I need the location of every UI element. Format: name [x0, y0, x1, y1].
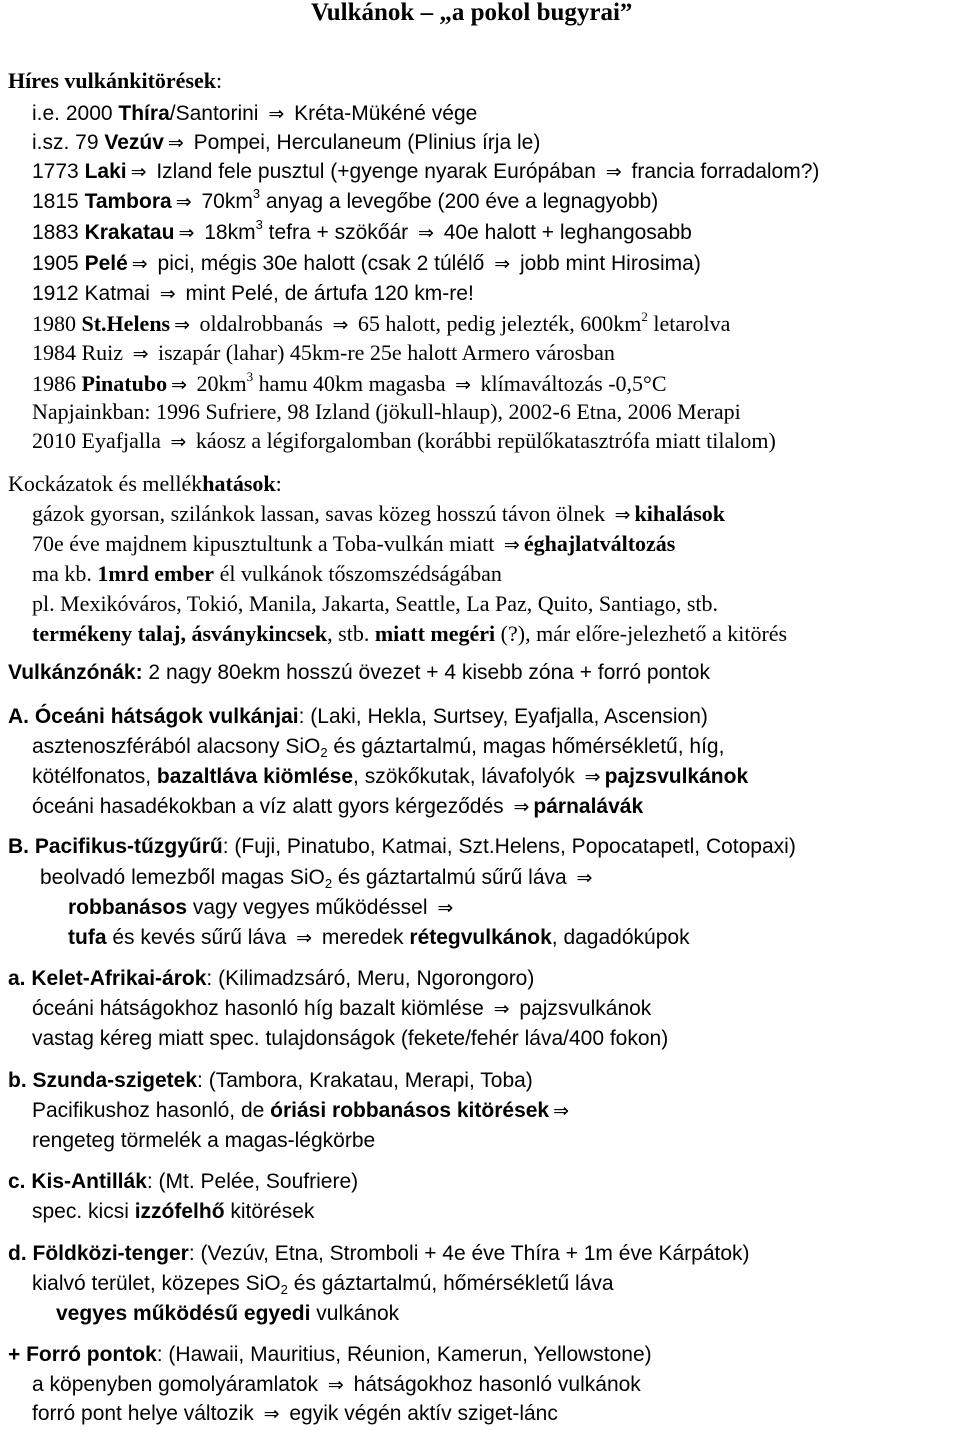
risks-line-5: termékeny talaj, ásványkincsek, stb. miatt megéri (?), már előre-jelezhető a kitörés [32, 621, 788, 646]
zone-b-line-1: beolvadó lemezből magas SiO$_2$ és gáztartalmú sűrű láva ⇒ [40, 866, 593, 891]
risks-line-2: 70e éve majdnem kipusztultunk a Toba-vulkán miatt ⇒ éghajlatváltozás [32, 531, 676, 556]
risks-heading: Kockázatok és mellékhatások: [8, 471, 282, 496]
implies-arrow-icon: ⇒ [167, 132, 184, 154]
implies-arrow-icon: ⇒ [263, 1403, 280, 1425]
eruption-line-recent: Napjainkban: 1996 Sufriere, 98 Izland (jökull-hlaup), 2002-6 Etna, 2006 Merapi [32, 399, 741, 424]
zone-d-heading: d. Földközi-tenger: (Vezúv, Etna, Stromboli + 4e éve Thíra + 1m éve Kárpátok) [8, 1242, 750, 1265]
implies-arrow-icon: ⇒ [268, 103, 285, 125]
zone-b-small-line-1: Pacifikushoz hasonló, de óriási robbanásos kitörések ⇒ [32, 1099, 570, 1122]
implies-arrow-icon: ⇒ [131, 253, 148, 275]
zone-a-small-line-1: óceáni hátságokhoz hasonló híg bazalt kiömlése ⇒ pajzsvulkánok [32, 997, 652, 1020]
zone-d-line-1: kialvó terület, közepes SiO$_2$ és gáztartalmú, hőmérsékletű láva [32, 1272, 614, 1297]
implies-arrow-icon: ⇒ [576, 867, 593, 889]
implies-arrow-icon: ⇒ [171, 374, 188, 396]
zone-a-line-3: óceáni hasadékokban a víz alatt gyors kérgeződés ⇒ párnalávák [32, 795, 644, 818]
implies-arrow-icon: ⇒ [513, 796, 530, 818]
implies-arrow-icon: ⇒ [614, 504, 631, 526]
zone-a-line-2: kötélfonatos, bazaltláva kiömlése, szökőkutak, lávafolyók ⇒ pajzsvulkánok [32, 765, 749, 788]
page-title: Vulkánok – „a pokol bugyrai” [311, 0, 633, 26]
implies-arrow-icon: ⇒ [130, 161, 147, 183]
implies-arrow-icon: ⇒ [159, 283, 176, 305]
implies-arrow-icon: ⇒ [493, 998, 510, 1020]
famous-heading: Híres vulkánkitörések: [8, 68, 223, 93]
implies-arrow-icon: ⇒ [455, 374, 472, 396]
zone-c-heading: c. Kis-Antillák: (Mt. Pelée, Soufriere) [8, 1170, 359, 1193]
implies-arrow-icon: ⇒ [175, 191, 192, 213]
implies-arrow-icon: ⇒ [584, 766, 601, 788]
implies-arrow-icon: ⇒ [503, 534, 520, 556]
eruption-line-thira: i.e. 2000 Thíra/Santorini ⇒ Kréta-Mükéné vége [32, 102, 478, 125]
hotspots-line-2: forró pont helye változik ⇒ egyik végén aktív sziget-lánc [32, 1402, 558, 1425]
zone-a-small-heading: a. Kelet-Afrikai-árok: (Kilimadzsáró, Meru, Ngorongoro) [8, 967, 535, 990]
implies-arrow-icon: ⇒ [296, 927, 313, 949]
risks-line-3: ma kb. 1mrd ember él vulkánok tőszomszédságában [32, 561, 502, 586]
zone-b-line-2: robbanásos vagy vegyes működéssel ⇒ [68, 896, 454, 919]
eruption-line-krakatau: 1883 Krakatau ⇒ $18km^3$ tefra + szökőár ⇒ 40e halott + leghangosabb [32, 217, 692, 244]
implies-arrow-icon: ⇒ [174, 314, 191, 336]
eruption-line-sthelens: 1980 St.Helens ⇒ oldalrobbanás ⇒ 65 halott, pedig jelezték, $600km^2$ letarolva [32, 309, 731, 336]
zone-b-heading: B. Pacifikus-tűzgyűrű: (Fuji, Pinatubo, Katmai, Szt.Helens, Popocatapetl, Cotopaxi) [8, 835, 796, 858]
zone-b-small-line-2: rengeteg törmelék a magas-légkörbe [32, 1129, 376, 1152]
zone-a-heading: A. Óceáni hátságok vulkánjai: (Laki, Hekla, Surtsey, Eyafjalla, Ascension) [8, 705, 708, 728]
eruption-line-eyafjalla: 2010 Eyafjalla ⇒ káosz a légiforgalomban (korábbi repülőkatasztrófa miatt tilalom) [32, 428, 776, 453]
implies-arrow-icon: ⇒ [178, 222, 195, 244]
eruption-line-laki: 1773 Laki ⇒ Izland fele pusztul (+gyenge nyarak Európában ⇒ francia forradalom?) [32, 160, 820, 183]
implies-arrow-icon: ⇒ [327, 1374, 344, 1396]
hotspots-line-1: a köpenyben gomolyáramlatok ⇒ hátságokhoz hasonló vulkánok [32, 1373, 641, 1396]
risks-line-1: gázok gyorsan, szilánkok lassan, savas közeg hosszú távon ölnek ⇒ kihalások [32, 501, 726, 526]
eruption-line-katmai: 1912 Katmai ⇒ mint Pelé, de ártufa 120 km-re! [32, 282, 474, 305]
zone-a-small-line-2: vastag kéreg miatt spec. tulajdonságok (fekete/fehér láva/400 fokon) [32, 1027, 669, 1050]
eruption-line-tambora: 1815 Tambora ⇒ $70km^3$ anyag a levegőbe (200 éve a legnagyobb) [32, 186, 659, 213]
hotspots-heading: + Forró pontok: (Hawaii, Mauritius, Réunion, Kamerun, Yellowstone) [8, 1343, 652, 1366]
implies-arrow-icon: ⇒ [437, 897, 454, 919]
implies-arrow-icon: ⇒ [417, 222, 434, 244]
zone-c-line-1: spec. kicsi izzófelhő kitörések [32, 1200, 315, 1223]
zone-a-line-1: asztenoszférából alacsony SiO$_2$ és gáztartalmú, magas hőmérsékletű, híg, [32, 735, 725, 760]
risks-line-4: pl. Mexikóváros, Tokió, Manila, Jakarta, Seattle, La Paz, Quito, Santiago, stb. [32, 591, 719, 616]
eruption-line-pinatubo: 1986 Pinatubo ⇒ $20km^3$ hamu 40km magasba ⇒ klímaváltozás -0,5°C [32, 369, 667, 396]
implies-arrow-icon: ⇒ [132, 343, 149, 365]
eruption-line-vezuv: i.sz. 79 Vezúv ⇒ Pompei, Herculaneum (Plinius írja le) [32, 131, 541, 154]
zone-b-line-3: tufa és kevés sűrű láva ⇒ meredek rétegvulkánok, dagadókúpok [68, 926, 690, 949]
implies-arrow-icon: ⇒ [170, 431, 187, 453]
eruption-line-pele: 1905 Pelé ⇒ pici, mégis 30e halott (csak 2 túlélő ⇒ jobb mint Hirosima) [32, 252, 701, 275]
implies-arrow-icon: ⇒ [332, 314, 349, 336]
implies-arrow-icon: ⇒ [553, 1100, 570, 1122]
implies-arrow-icon: ⇒ [605, 161, 622, 183]
zone-b-small-heading: b. Szunda-szigetek: (Tambora, Krakatau, Merapi, Toba) [8, 1069, 533, 1092]
zones-heading: Vulkánzónák: 2 nagy 80ekm hosszú övezet + 4 kisebb zóna + forró pontok [8, 661, 710, 684]
zone-d-line-2: vegyes működésű egyedi vulkánok [56, 1302, 400, 1325]
implies-arrow-icon: ⇒ [494, 253, 511, 275]
eruption-line-ruiz: 1984 Ruiz ⇒ iszapár (lahar) 45km-re 25e halott Armero városban [32, 340, 615, 365]
